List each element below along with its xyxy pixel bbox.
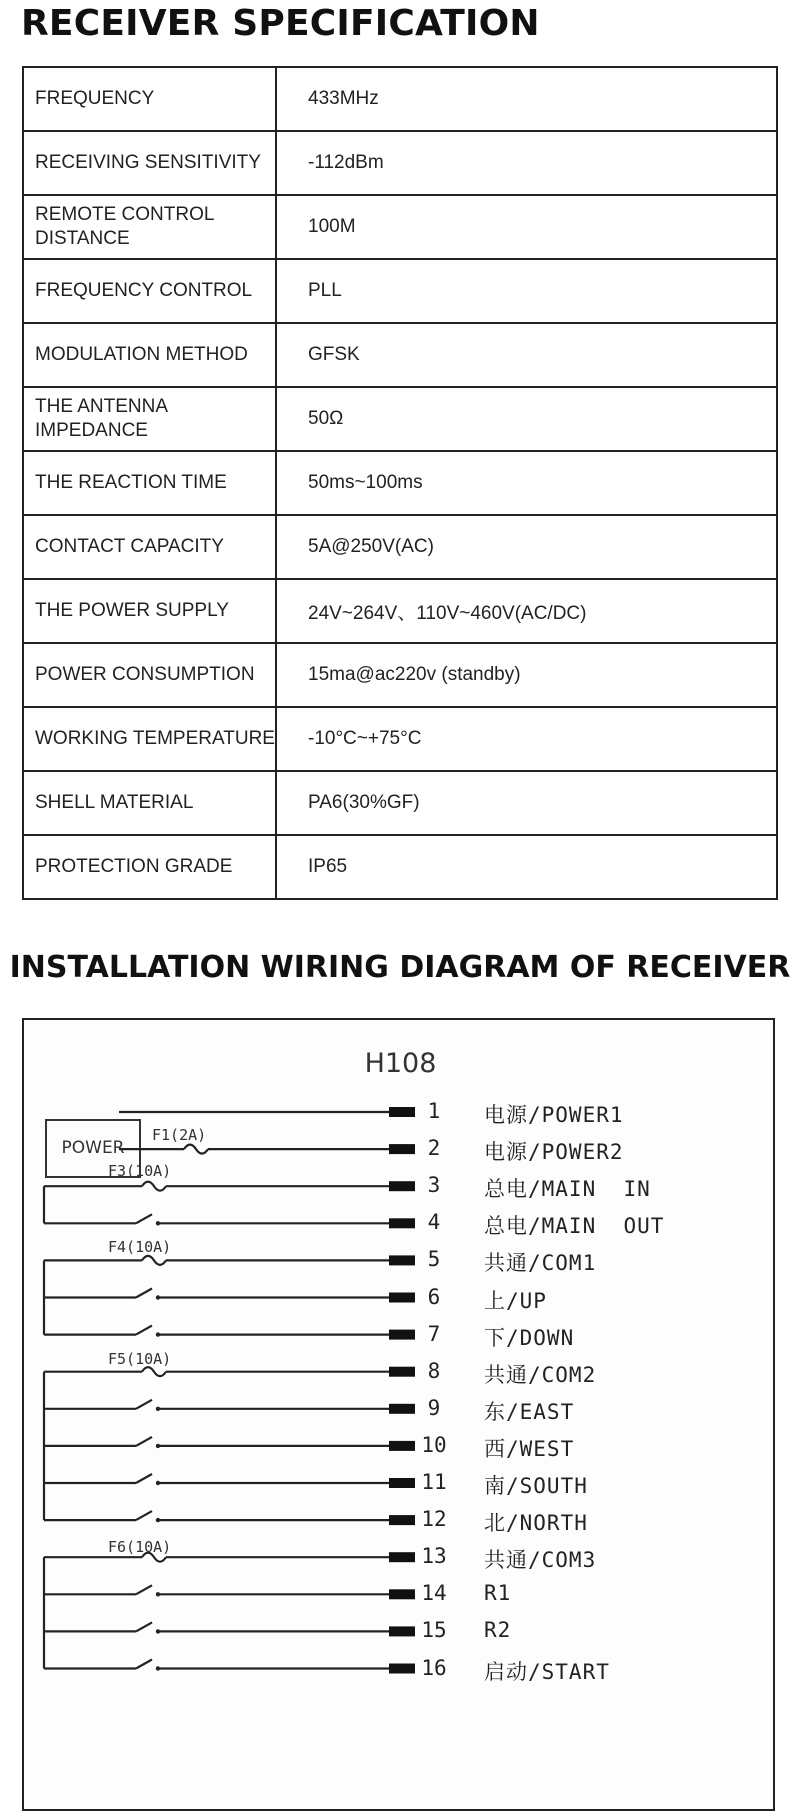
switch-contact [156,1666,160,1670]
spec-row [23,643,777,707]
terminal-number: 13 [421,1544,447,1569]
power-source-box: POWER [45,1119,141,1178]
terminal-label: 启动/START [484,1659,610,1684]
switch-contact [156,1295,160,1299]
terminal-number: 12 [421,1507,447,1532]
terminal-label: 共通/COM3 [484,1548,597,1573]
spec-value: 24V~264V、110V~460V(AC/DC) [276,579,777,643]
switch-contact [156,1444,160,1448]
terminal-block [389,1330,415,1340]
spec-value: -10°C~+75°C [276,707,777,771]
switch-contact [156,1629,160,1633]
terminal-label: 北/NORTH [484,1511,588,1536]
spec-value: 5A@250V(AC) [276,515,777,579]
switch-symbol [136,1474,152,1483]
terminal-number: 7 [427,1321,441,1346]
spec-value: PA6(30%GF) [276,771,777,835]
spec-row [23,67,777,131]
spec-value: IP65 [276,835,777,899]
fuse-f3-symbol [142,1182,166,1191]
spec-value: 433MHz [276,67,777,131]
terminal-number: 14 [421,1581,447,1606]
switch-contact [156,1592,160,1596]
terminal-label: 东/EAST [484,1399,575,1424]
spec-row [23,131,777,195]
terminal-block [389,1626,415,1636]
terminal-block [389,1293,415,1303]
spec-key: MODULATION METHOD [23,323,276,387]
spec-row [23,515,777,579]
spec-key: THE REACTION TIME [23,451,276,515]
terminal-number: 9 [427,1395,441,1420]
switch-symbol [136,1660,152,1669]
terminal-block [389,1107,415,1117]
fuse-f5-symbol [142,1367,166,1376]
spec-row [23,579,777,643]
terminal-label: R1 [484,1581,512,1606]
spec-value: PLL [276,259,777,323]
spec-key: POWER CONSUMPTION [23,643,276,707]
terminal-label: 下/DOWN [484,1325,575,1350]
fuse-f1-symbol [184,1145,208,1154]
terminal-block [389,1255,415,1265]
spec-table [22,66,778,900]
terminal-block [389,1478,415,1488]
wiring-diagram [22,1018,775,1811]
terminal-label: R2 [484,1618,512,1643]
terminal-number: 3 [427,1173,441,1198]
terminal-label: 上/UP [484,1288,547,1313]
terminal-number: 2 [427,1136,441,1161]
spec-row [23,707,777,771]
terminal-number: 5 [427,1247,441,1272]
spec-value: GFSK [276,323,777,387]
spec-value: 50ms~100ms [276,451,777,515]
switch-contact [156,1407,160,1411]
fuse-label-f5: F5(10A) [108,1350,172,1368]
spec-row [23,323,777,387]
fuse-label-f1: F1(2A) [152,1126,207,1144]
spec-key: RECEIVING SENSITIVITY [23,131,276,195]
terminal-block [389,1144,415,1154]
spec-value: 100M [276,195,777,259]
spec-row [23,451,777,515]
terminal-label: 电源/POWER2 [484,1140,624,1165]
terminal-number: 10 [421,1432,447,1457]
fuse-label-f6: F6(10A) [108,1538,172,1556]
spec-key: WORKING TEMPERATURE [23,707,276,771]
spec-title: RECEIVER SPECIFICATION [21,3,540,44]
spec-row [23,259,777,323]
spec-key: PROTECTION GRADE [23,835,276,899]
switch-symbol [136,1511,152,1520]
spec-row [23,387,777,451]
terminal-number: 1 [427,1099,441,1123]
terminal-block [389,1664,415,1674]
terminal-label: 电源/POWER1 [484,1103,624,1127]
switch-symbol [136,1622,152,1631]
model-label: H108 [364,1048,437,1079]
terminal-block [389,1367,415,1377]
spec-key: THE ANTENNA IMPEDANCE [23,387,276,451]
fuse-label-f3: F3(10A) [108,1162,172,1180]
spec-value: -112dBm [276,131,777,195]
terminal-number: 8 [427,1358,441,1383]
switch-symbol [136,1326,152,1335]
spec-key: FREQUENCY CONTROL [23,259,276,323]
spec-row [23,835,777,899]
switch-contact [156,1332,160,1336]
switch-symbol [136,1400,152,1409]
terminal-number: 15 [421,1618,447,1643]
spec-key: REMOTE CONTROL DISTANCE [23,195,276,259]
terminal-block [389,1589,415,1599]
spec-row [23,771,777,835]
terminal-label: 总电/MAIN OUT [484,1214,665,1239]
switch-symbol [136,1437,152,1446]
spec-key: CONTACT CAPACITY [23,515,276,579]
switch-symbol [136,1585,152,1594]
spec-value: 50Ω [276,387,777,451]
switch-symbol [136,1289,152,1298]
switch-contact [156,1518,160,1522]
switch-symbol [136,1214,152,1223]
terminal-number: 16 [421,1655,447,1680]
switch-contact [156,1481,160,1485]
wiring-lines [24,1020,775,1811]
terminal-label: 共通/COM1 [484,1251,597,1276]
terminal-label: 共通/COM2 [484,1362,597,1387]
spec-key: THE POWER SUPPLY [23,579,276,643]
terminal-block [389,1404,415,1414]
terminal-block [389,1218,415,1228]
terminal-block [389,1181,415,1191]
spec-key: FREQUENCY [23,67,276,131]
switch-contact [156,1221,160,1225]
terminal-label: 总电/MAIN IN [484,1177,651,1202]
terminal-number: 4 [427,1210,441,1235]
fuse-label-f4: F4(10A) [108,1238,172,1256]
terminal-label: 西/WEST [484,1436,575,1461]
fuse-f4-symbol [142,1256,166,1265]
terminal-block [389,1552,415,1562]
terminal-label: 南/SOUTH [484,1474,588,1498]
terminal-number: 11 [421,1470,447,1494]
terminal-number: 6 [427,1284,441,1309]
spec-value: 15ma@ac220v (standby) [276,643,777,707]
spec-row [23,195,777,259]
wiring-title: INSTALLATION WIRING DIAGRAM OF RECEIVER [9,950,791,985]
terminal-block [389,1515,415,1525]
spec-key: SHELL MATERIAL [23,771,276,835]
terminal-block [389,1441,415,1451]
